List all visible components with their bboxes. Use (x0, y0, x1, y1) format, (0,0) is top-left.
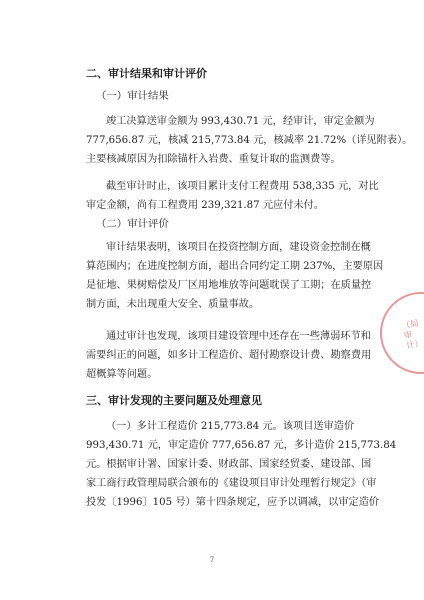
paragraph-line: 制方面，未出现重大安全、质量事故。 (86, 299, 260, 310)
paragraph-line: 截至审计时止，该项目累计支付工程费用 538,335 元，对比 (106, 181, 379, 192)
paragraph-line: 元。根据审计署、国家计委、财政部、国家经贸委、建设部、国 (86, 459, 372, 470)
paragraph-line: 竣工决算送审金额为 993,430.71 元，经审计，审定金额为 (106, 116, 375, 127)
paragraph-line: 993,430.71 元，审定造价 777,656.87 元，多计造价 215,773.84 (86, 440, 397, 451)
paragraph-line: 需要纠正的问题，如多计工程造价、超付勘察设计费、勘察费用 (86, 350, 372, 361)
paragraph-line: 投发〔1996〕105 号）第十四条规定，应予以调减，以审定造价 (86, 497, 380, 508)
paragraph-line: 算范围内；在进度控制方面，超出合同约定工期 237%，主要原因 (86, 261, 384, 272)
section-heading-audit-results: 二、审计结果和审计评价 (86, 67, 207, 80)
subsection-heading-evaluation: （二）审计评价 (96, 218, 169, 230)
paragraph-line: 家工商行政管理局联合颁布的《建设项目审计处理暂行规定》（审 (86, 478, 377, 489)
paragraph-line: 777,656.87 元，核减 215,773.84 元，核减率 21.72%（详见附表）。 (86, 135, 413, 146)
seal-text: （局审计） (401, 318, 424, 352)
paragraph-line: 超概算等问题。 (86, 369, 158, 380)
section-heading-main-issues: 三、审计发现的主要问题及处理意见 (86, 394, 262, 407)
subsection-heading-results: （一）审计结果 (96, 90, 169, 102)
paragraph-line: 通过审计也发现，该项目建设管理中还存在一些薄弱环节和 (106, 331, 371, 342)
page-number: 7 (209, 556, 215, 564)
paragraph-line: 主要核减原因为扣除锚杆入岩费、重复计取的监测费等。 (86, 154, 341, 165)
paragraph-line: 审定金额，尚有工程费用 239,321.87 元应付未付。 (86, 200, 324, 211)
paragraph-line: （一）多计工程造价 215,773.84 元。该项目送审造价 (106, 421, 355, 432)
paragraph-line: 审计结果表明，该项目在投资控制方面，建设资金控制在概 (106, 242, 371, 253)
paragraph-line: 是征地、果树赔偿及厂区用地堆放等问题耽误了工期；在质量控 (86, 280, 372, 291)
